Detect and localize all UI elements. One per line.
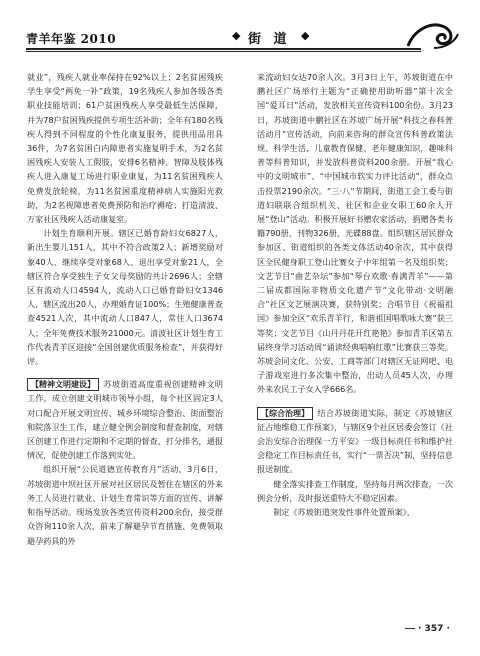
section-tag: 【综合治理】 xyxy=(257,407,313,420)
swirl-ornament-icon xyxy=(404,16,460,52)
page-header xyxy=(26,22,456,54)
section-text: 苏坡街道高度重视创建精神文明工作，成立创建文明城市领导小组，每个社区固定3人对口配合开展文明宣传、城乡环境综合整治、街面整治和院落卫生工作，建立健全例会制度和督查制度，对辖区创建工作进行定期和不定期的督查，打分排名，通报情况，促使创建工作落到实处。 xyxy=(27,379,223,461)
section-paragraph xyxy=(257,406,453,477)
diamond-icon: ◆ xyxy=(232,29,241,42)
paragraph: 计划生育顺利开展。辖区已婚育龄妇女6827人，新出生婴儿151人，其中不符合政策2人；新增奖励对象40人、继续享受对象68人、退出享受对象21人，全辖区符合享受独生子女父母奖励的共计2696人；全辖区有流动人口4594人，流动人口已婚育龄妇女1346人，辖区流出20人，办理婚育证100%；生殖健康普查查4521人次，其中流动人口847人，常住人口3674人；全年免费技术服务21000元。清波社区计划生育工作代表青羊区迎接“全国创建优质服务检查”，并获得好评。 xyxy=(27,228,223,367)
paragraph: 组织开展“公民道德宣传教育月”活动，3月6日，苏坡街道中坝社区开展对社区居民及暂住在辖区的外来务工人员进行就业、计划生育常识等方面的宣传、讲解和指导活动。现场发放各类宣传资料200余份，接受群众咨询110余人次，前来了解避孕节育措施、免费领取避孕药具的外 xyxy=(27,464,223,546)
right-column xyxy=(257,70,453,519)
paragraph: 健全落实排查工作制度，坚持每月两次排查，一次例会分析，及时报送重特大不稳定因素。 xyxy=(257,478,453,503)
diamond-icon: ◆ xyxy=(301,29,310,42)
footer-rule xyxy=(405,628,415,629)
header-rule-thin xyxy=(26,51,421,52)
section-tag: 【精神文明建设】 xyxy=(27,378,99,391)
section-paragraph xyxy=(27,377,223,462)
yearbook-title: 青羊年鉴 2010 xyxy=(26,32,117,46)
section-title: 街 道 xyxy=(248,32,291,47)
paragraph: 制定《苏坡街道突发性事件处置预案》， xyxy=(273,507,415,518)
page-number: · 357 · xyxy=(418,624,450,634)
header-rule xyxy=(26,48,421,50)
left-column xyxy=(27,70,223,548)
paragraph: 就业”，残疾人就业率保持在92%以上；2名贫困残疾学生享受“两免一补”政策，19名残疾人参加各级各类职业技能培训；61户贫困残疾人享受最低生活保障，并为78户贫困残疾提供专项生活补助；全年有180名残疾人得到不同程度的个性化康复服务，提供用品用具36件，为7名贫困白内障患者实施复明手术，为2名贫困残疾人安装人工假肢，安排6名精神、智障及肢体残疾人进入康复工场进行职业康复，为11名贫困残疾人免费发放轮椅，为11名贫困重度精神病人实施阳光救助，为2名视障患者免费预防和治疗褥疮；打造清波、万家社区残疾人活动康复室。 xyxy=(27,72,223,225)
paragraph: 来流动妇女达70余人次。3月3日上午，苏坡街道在中鹏社区广场举行主题为“正确使用助听器”第十次全国“爱耳日”活动，发放相关宣传资料100余份。3月23日，苏坡街道中鹏社区在苏坡广场开展“科技之春科普活动月”宣传活动，向前来咨询的群众宣传科普政策法规、科学生活、儿童教育保健、老年健康知识，趣味科普等科普知识，并发放科普资料200余册。开展“我心中的文明城市”、“中国城市软实力评比活动”，群众点击投票2190余次。“三·八”节期间，街道工会工委与街道妇联联合组织机关、社区和企业女职工60余人开展“登山”活动。积极开展好书赠农家活动，捐赠各类书籍790册，刊物326册，光碟88盘。组织辖区居民群众参加区、街道组织的各类文体活动40余次，其中获得区全民健身职工登山比赛女子中年组第一名及组织奖；文艺节目“曲艺杂坛”参加“琴台欢歌·春满青羊”——第二届成都国际非物质文化遗产节“文化带动·文明融合”社区文艺展演决赛，获特别奖；合唱节目《祝福祖国》参加全区“欢乐青羊行，和谐祖国唱歌咏大赛”获三等奖；文艺节目《山丹丹花开红艳艳》参加青羊区第五届终身学习活动周“诵读经典唱响红歌”比赛获三等奖。苏坡会同文化、公安、工商等部门对辖区无证网吧、电子游戏室进行多次集中整治，出动人员45人次，办理外来农民工子女入学666名。 xyxy=(257,72,453,395)
section-text: 结合苏坡街道实际，制定《苏坡辖区征占地维稳工作预案》，与辖区9个社区居委会签订《社会治安综合治理保一方平安》一级目标责任书和维护社会稳定工作目标责任书，实行“一票否决”制，坚持信息报送制度。 xyxy=(257,407,453,475)
